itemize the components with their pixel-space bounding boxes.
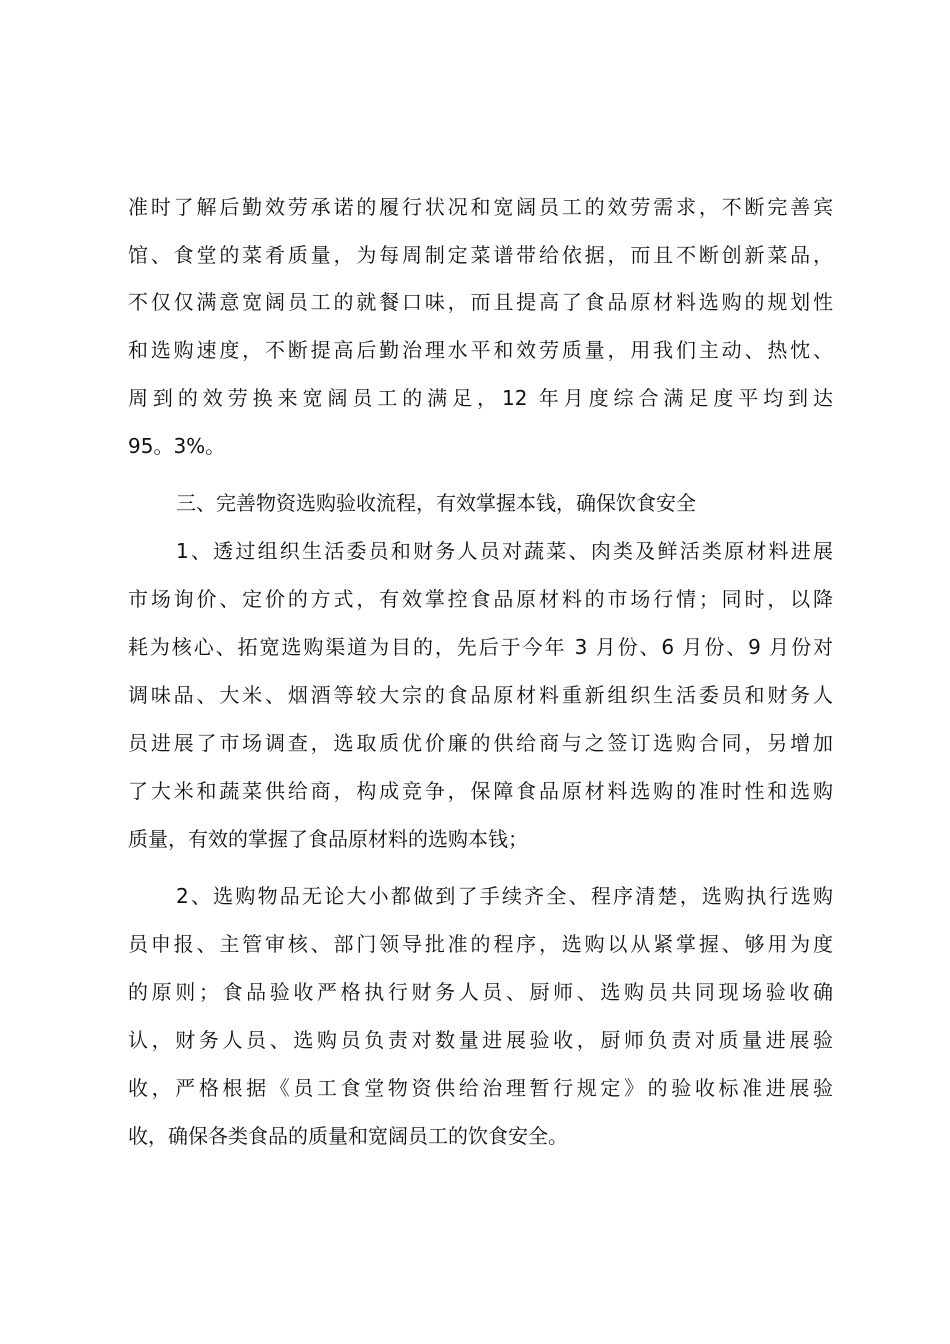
paragraph-3-line-3: 的原则；食品验收严格执行财务人员、厨师、选购员共同现场验收确	[128, 980, 833, 1004]
paragraph-1-line-5: 周到的效劳换来宽阔员工的满足，12 年月度综合满足度平均到达	[128, 386, 833, 410]
paragraph-3-line-1: 2、选购物品无论大小都做到了手续齐全、程序清楚，选购执行选购	[176, 884, 833, 908]
paragraph-2-line-3: 耗为核心、拓宽选购渠道为目的，先后于今年 3 月份、6 月份、9 月份对	[128, 635, 833, 659]
paragraph-1-line-4: 和选购速度，不断提高后勤治理水平和效劳质量，用我们主动、热忱、	[128, 338, 833, 362]
paragraph-3-line-5: 收，严格根据《员工食堂物资供给治理暂行规定》的验收标准进展验	[128, 1076, 833, 1100]
paragraph-2-line-4: 调味品、大米、烟酒等较大宗的食品原材料重新组织生活委员和财务人	[128, 683, 833, 707]
paragraph-2-line-6: 了大米和蔬菜供给商，构成竞争，保障食品原材料选购的准时性和选购	[128, 779, 833, 803]
paragraph-3-line-2: 员申报、主管审核、部门领导批准的程序，选购以从紧掌握、够用为度	[128, 932, 833, 956]
paragraph-1-line-2: 馆、食堂的菜肴质量，为每周制定菜谱带给依据，而且不断创新菜品，	[128, 243, 833, 267]
paragraph-1-line-3: 不仅仅满意宽阔员工的就餐口味，而且提高了食品原材料选购的规划性	[128, 290, 833, 314]
paragraph-1-line-1: 准时了解后勤效劳承诺的履行状况和宽阔员工的效劳需求，不断完善宾	[128, 195, 833, 219]
paragraph-3-line-6: 收，确保各类食品的质量和宽阔员工的饮食安全。	[128, 1124, 568, 1148]
paragraph-2-line-7: 质量，有效的掌握了食品原材料的选购本钱；	[128, 827, 528, 851]
paragraph-2-line-2: 市场询价、定价的方式，有效掌控食品原材料的市场行情；同时，以降	[128, 587, 833, 611]
paragraph-3-line-4: 认，财务人员、选购员负责对数量进展验收，厨师负责对质量进展验	[128, 1028, 833, 1052]
paragraph-2-line-5: 员进展了市场调查，选取质优价廉的供给商与之签订选购合同，另增加	[128, 731, 833, 755]
paragraph-1-line-6: 95。3%。	[128, 434, 226, 458]
section-heading: 三、完善物资选购验收流程，有效掌握本钱，确保饮食安全	[176, 491, 696, 515]
paragraph-2-line-1: 1、透过组织生活委员和财务人员对蔬菜、肉类及鲜活类原材料进展	[176, 539, 833, 563]
